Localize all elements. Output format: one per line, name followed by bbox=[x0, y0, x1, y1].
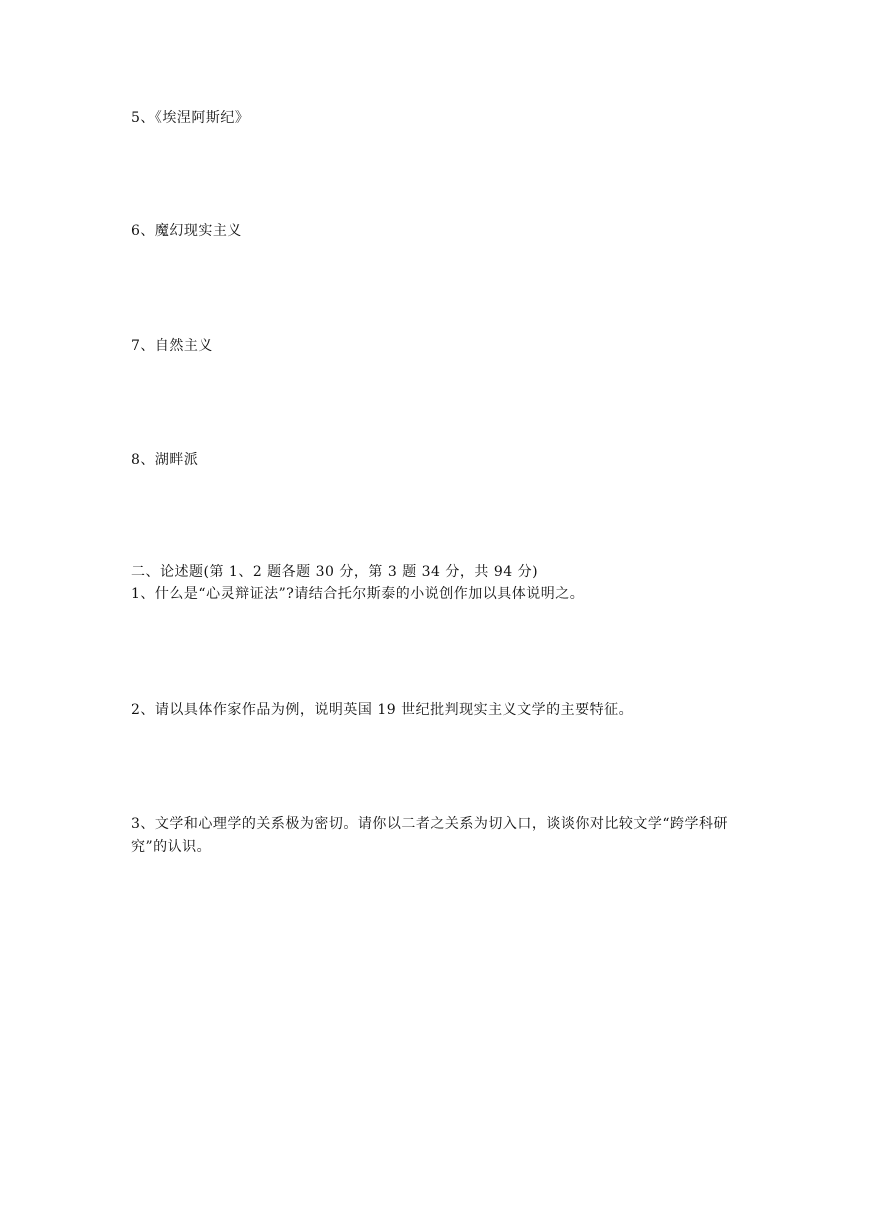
term-question-8: 8、湖畔派 bbox=[131, 452, 199, 468]
section-heading-essay: 二、论述题(第 1、2 题各题 30 分，第 3 题 34 分，共 94 分) bbox=[131, 564, 539, 580]
term-question-7: 7、自然主义 bbox=[131, 338, 213, 354]
essay-question-3: 3、文学和心理学的关系极为密切。请你以二者之关系为切入口，谈谈你对比较文学“跨学科研究”的认识。 bbox=[131, 816, 729, 855]
essay-question-2: 2、请以具体作家作品为例，说明英国 19 世纪批判现实主义文学的主要特征。 bbox=[131, 702, 634, 718]
term-question-6: 6、魔幻现实主义 bbox=[131, 223, 242, 239]
term-question-5: 5、《埃涅阿斯纪》 bbox=[131, 110, 250, 126]
essay-question-1: 1、什么是“心灵辩证法”?请结合托尔斯泰的小说创作加以具体说明之。 bbox=[131, 586, 585, 602]
